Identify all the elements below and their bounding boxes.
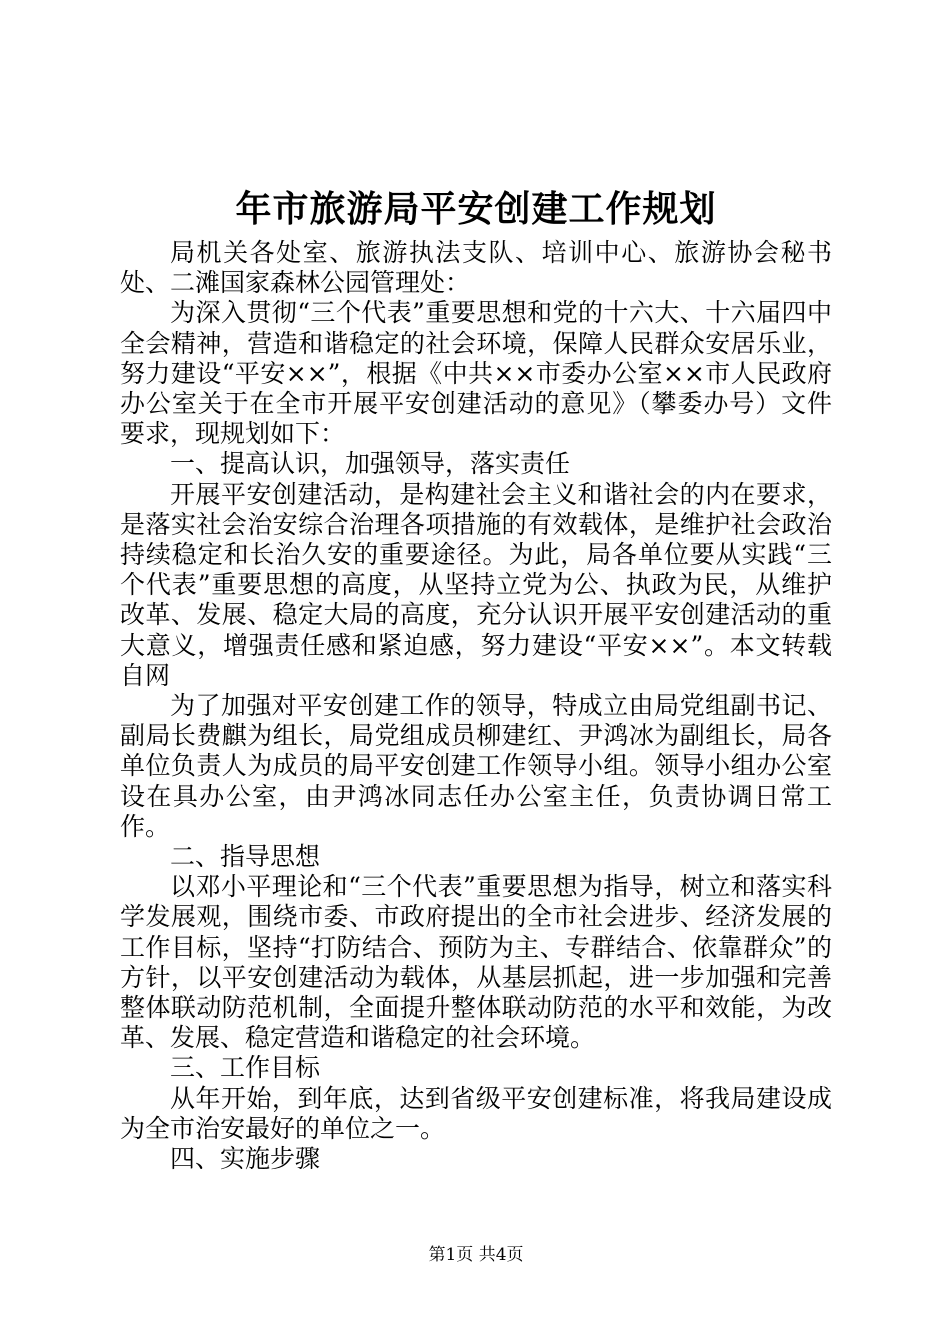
page-footer: 第1页 共4页	[428, 1245, 524, 1265]
paragraph-section-3: 从年开始，到年底，达到省级平安创建标准，将我局建设成为全市治安最好的单位之一。	[120, 1083, 832, 1143]
document-body	[120, 238, 832, 1174]
section-heading-3: 三、工作目标	[170, 1053, 321, 1083]
paragraph-section-2: 以邓小平理论和“三个代表”重要思想为指导，树立和落实科学发展观，围绕市委、市政府提出的全市社会进步、经济发展的工作目标，坚持“打防结合、预防为主、专群结合、依靠群众”的方针，以平安创建活动为载体，从基层抓起，进一步加强和完善整体联动防范机制，全面提升整体联动防范的水平和效能，为改革、发展、稳定营造和谐稳定的社会环境。	[120, 872, 832, 1053]
section-heading-2: 二、指导思想	[170, 842, 321, 872]
section-heading-1: 一、提高认识，加强领导，落实责任	[170, 449, 571, 479]
paragraph-salutation: 局机关各处室、旅游执法支队、培训中心、旅游协会秘书处、二滩国家森林公园管理处：	[120, 238, 832, 298]
paragraph-section-1b: 为了加强对平安创建工作的领导，特成立由局党组副书记、副局长费麒为组长，局党组成员柳建红、尹鸿冰为副组长，局各单位负责人为成员的局平安创建工作领导小组。领导小组办公室设在具办公室，由尹鸿冰同志任办公室主任，负责协调日常工作。	[120, 691, 832, 841]
paragraph-section-1a: 开展平安创建活动，是构建社会主义和谐社会的内在要求，是落实社会治安综合治理各项措施的有效载体，是维护社会政治持续稳定和长治久安的重要途径。为此，局各单位要从实践“三个代表”重要思想的高度，从坚持立党为公、执政为民，从维护改革、发展、稳定大局的高度，充分认识开展平安创建活动的重大意义，增强责任感和紧迫感，努力建设“平安××”。本文转载自网	[120, 479, 832, 690]
document-title: 年市旅游局平安创建工作规划	[235, 188, 717, 230]
paragraph-intro: 为深入贯彻“三个代表”重要思想和党的十六大、十六届四中全会精神，营造和谐稳定的社会环境，保障人民群众安居乐业，努力建设“平安××”，根据《中共××市委办公室××市人民政府办公室关于在全市开展平安创建活动的意见》（攀委办号）文件要求，现规划如下：	[120, 298, 832, 449]
section-heading-4: 四、实施步骤	[170, 1144, 321, 1174]
document-page	[120, 0, 832, 1344]
